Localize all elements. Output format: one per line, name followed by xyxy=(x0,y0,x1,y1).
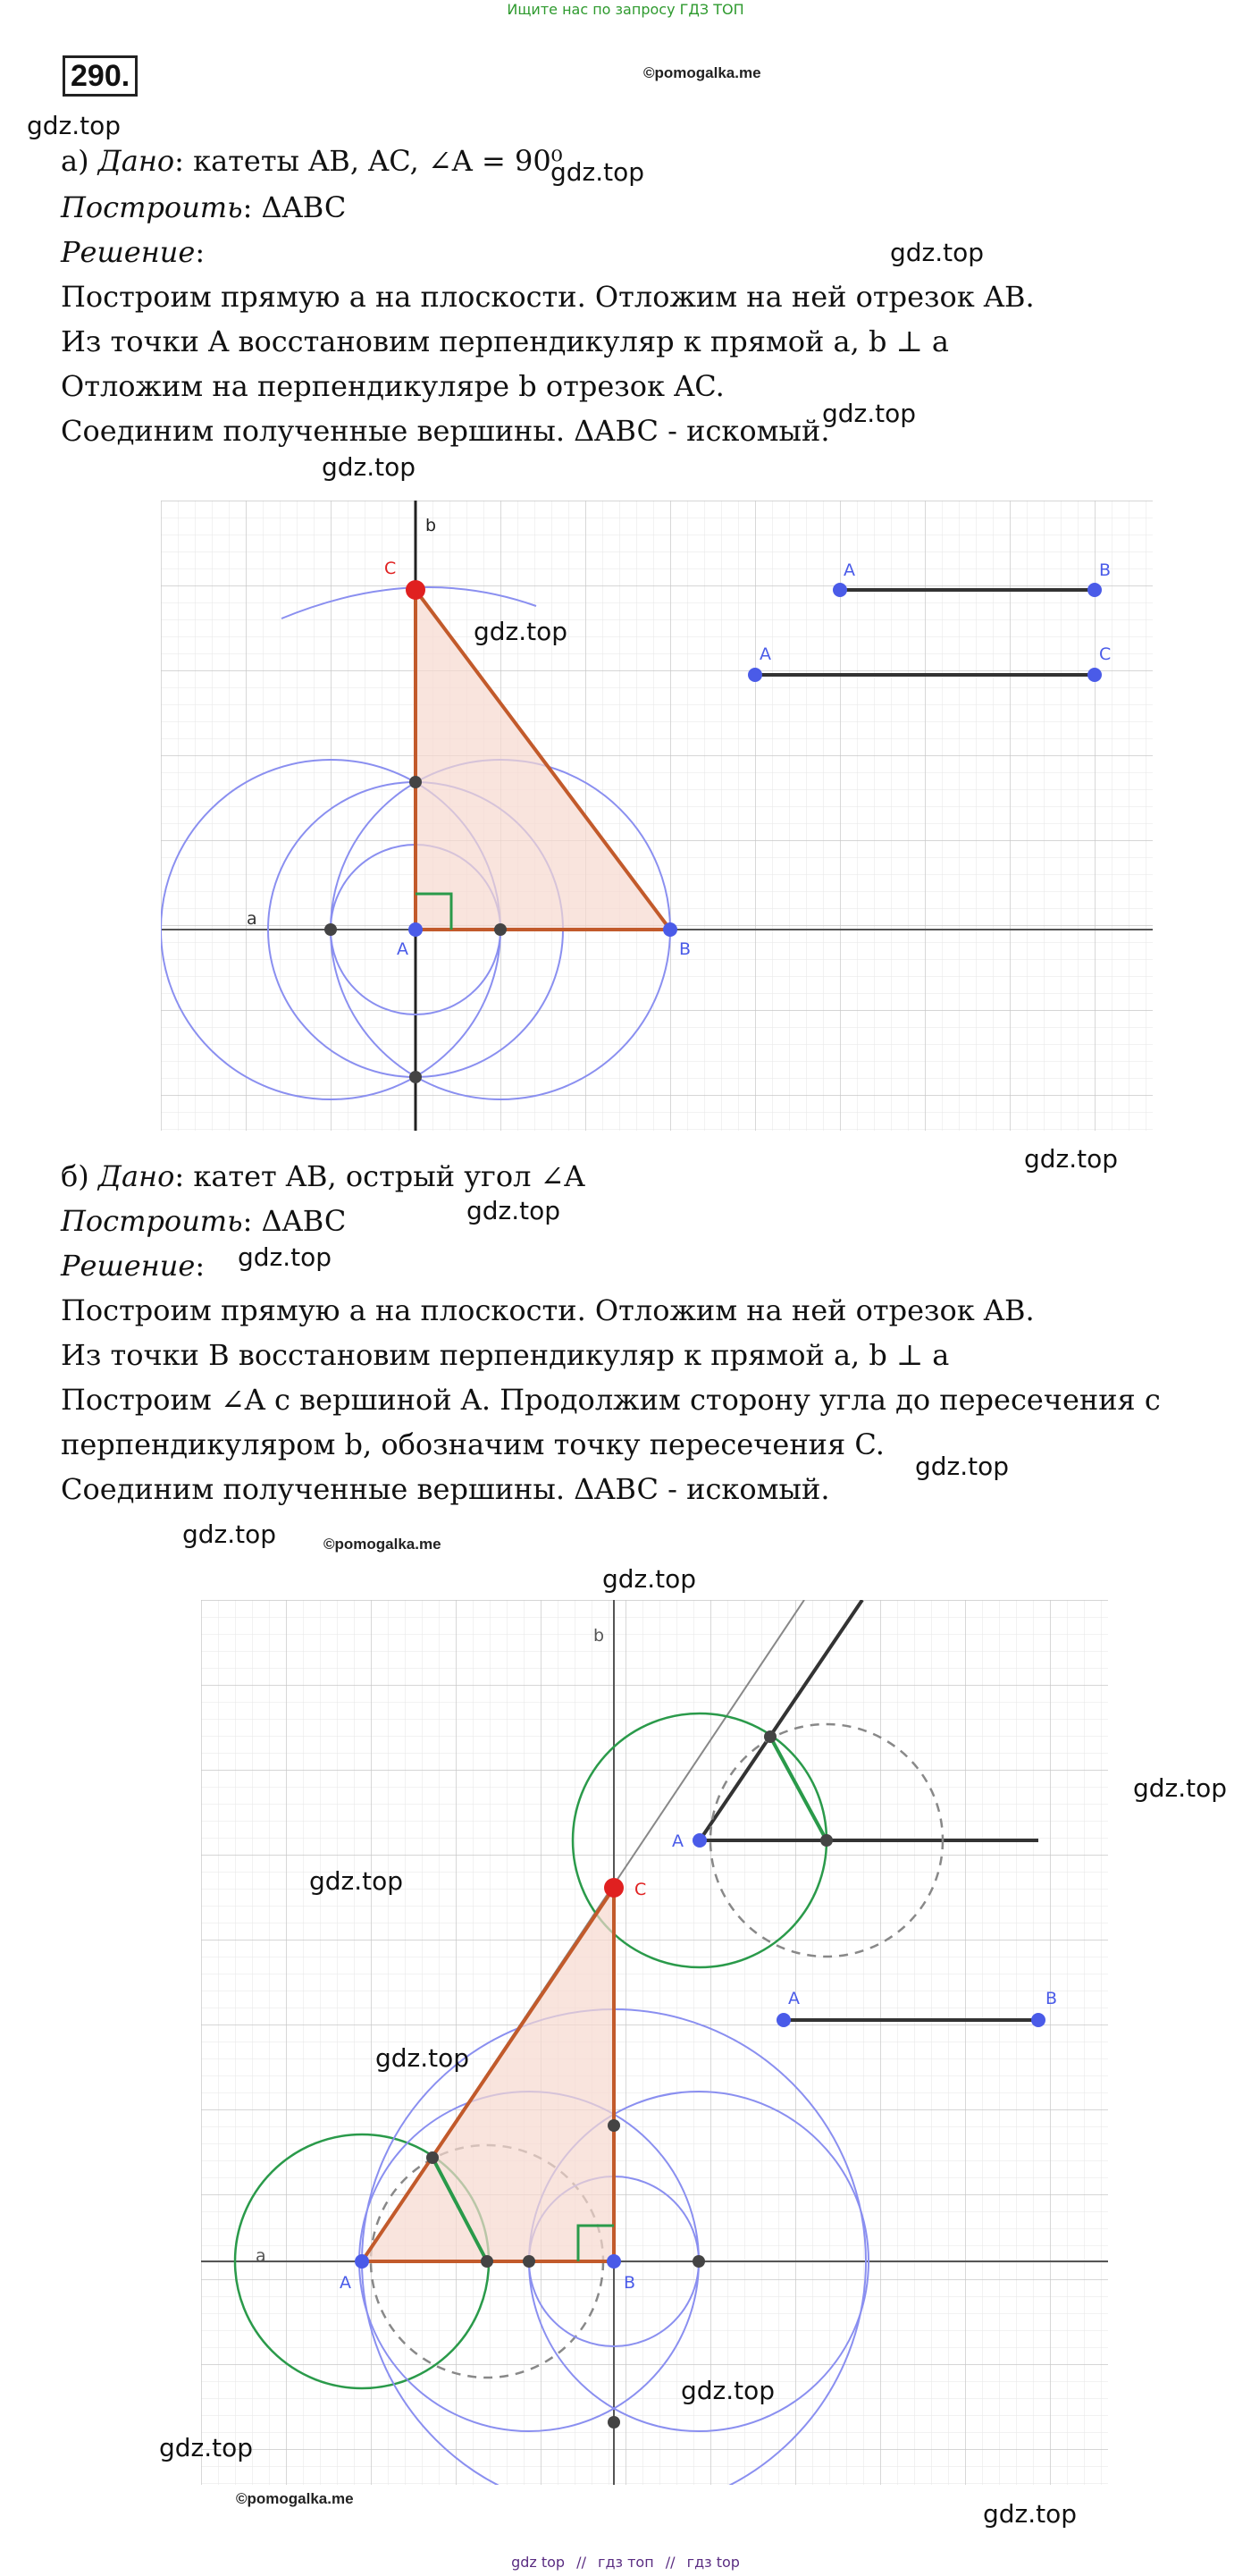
part-a-solution-label: Решение: xyxy=(61,235,206,269)
label-c: C xyxy=(634,1880,647,1899)
top-note: Ищите нас по запросу ГДЗ ТОП xyxy=(507,1,744,18)
part-a-step-4: Соединим полученные вершины. ΔABC - искомый. xyxy=(61,414,830,448)
bottom-separator: // xyxy=(576,2554,586,2571)
watermark: gdz.top xyxy=(681,2376,776,2405)
watermark: gdz.top xyxy=(822,399,917,428)
part-a-build: Построить: ΔABC xyxy=(61,190,347,224)
watermark: gdz.top xyxy=(238,1242,332,1272)
label-A: A xyxy=(340,2273,351,2293)
watermark: gdz.top xyxy=(322,452,416,482)
label-A: A xyxy=(397,939,408,959)
angle-label-a: A xyxy=(672,1831,684,1851)
watermark: gdz.top xyxy=(1133,1773,1228,1803)
watermark: gdz.top xyxy=(474,617,568,646)
bottom-link[interactable]: gdz top xyxy=(511,2554,566,2571)
seg-label-a1: A xyxy=(844,560,855,580)
bottom-link[interactable]: гдз top xyxy=(686,2554,740,2571)
watermark: gdz.top xyxy=(309,1866,404,1896)
part-b-given: б) Дано: катет AB, острый угол ∠A xyxy=(61,1159,585,1193)
part-b-build: Построить: ΔABC xyxy=(61,1204,347,1238)
watermark: gdz.top xyxy=(1024,1144,1119,1174)
credit: ©pomogalka.me xyxy=(236,2490,354,2507)
part-b-step-2: Из точки B восстановим перпендикуляр к прямой a, b ⊥ a xyxy=(61,1338,950,1372)
label-c: C xyxy=(384,559,397,578)
part-a-step-2: Из точки A восстановим перпендикуляр к прямой a, b ⊥ a xyxy=(61,324,949,358)
part-b-solution-label: Решение: xyxy=(61,1249,206,1283)
watermark: gdz.top xyxy=(890,238,985,267)
bottom-links xyxy=(0,2554,1251,2571)
seg-label-a: A xyxy=(788,1989,800,2008)
watermark: gdz.top xyxy=(466,1196,561,1225)
task-number: 290. xyxy=(63,55,138,97)
label-B: B xyxy=(624,2273,636,2293)
part-b-step-5: Соединим полученные вершины. ΔABC - искомый. xyxy=(61,1472,830,1506)
watermark: gdz.top xyxy=(159,2433,254,2462)
label-b: b xyxy=(425,516,437,535)
bottom-link[interactable]: гдз топ xyxy=(598,2554,654,2571)
watermark: gdz.top xyxy=(602,1564,697,1594)
label-a: a xyxy=(247,909,257,929)
part-b-step-1: Построим прямую a на плоскости. Отложим на ней отрезок AB. xyxy=(61,1293,1035,1327)
watermark: gdz.top xyxy=(983,2499,1078,2529)
label-B: B xyxy=(679,939,692,959)
watermark: gdz.top xyxy=(375,2043,470,2073)
part-a-step-1: Построим прямую a на плоскости. Отложим на ней отрезок AB. xyxy=(61,280,1035,314)
seg-label-a2: A xyxy=(760,644,771,664)
seg-label-b: B xyxy=(1045,1989,1058,2008)
part-a-given: а) Дано: катеты AB, AC, ∠A = 90⁰ xyxy=(61,144,563,178)
label-b: b xyxy=(593,1626,605,1646)
label-a: a xyxy=(256,2246,266,2266)
watermark: gdz.top xyxy=(550,157,645,187)
part-b-step-4: перпендикуляром b, обозначим точку пересечения C. xyxy=(61,1427,885,1461)
watermark: gdz.top xyxy=(27,111,122,140)
watermark: gdz.top xyxy=(182,1520,277,1549)
part-b-step-3: Построим ∠A с вершиной A. Продолжим сторону угла до пересечения с xyxy=(61,1383,1161,1417)
watermark: gdz.top xyxy=(915,1452,1010,1481)
credit: ©pomogalka.me xyxy=(323,1536,441,1553)
bottom-separator: // xyxy=(665,2554,676,2571)
seg-label-b: B xyxy=(1099,560,1112,580)
credit: ©pomogalka.me xyxy=(643,64,761,81)
part-a-step-3: Отложим на перпендикуляре b отрезок AC. xyxy=(61,369,725,403)
seg-label-c: C xyxy=(1099,644,1112,664)
